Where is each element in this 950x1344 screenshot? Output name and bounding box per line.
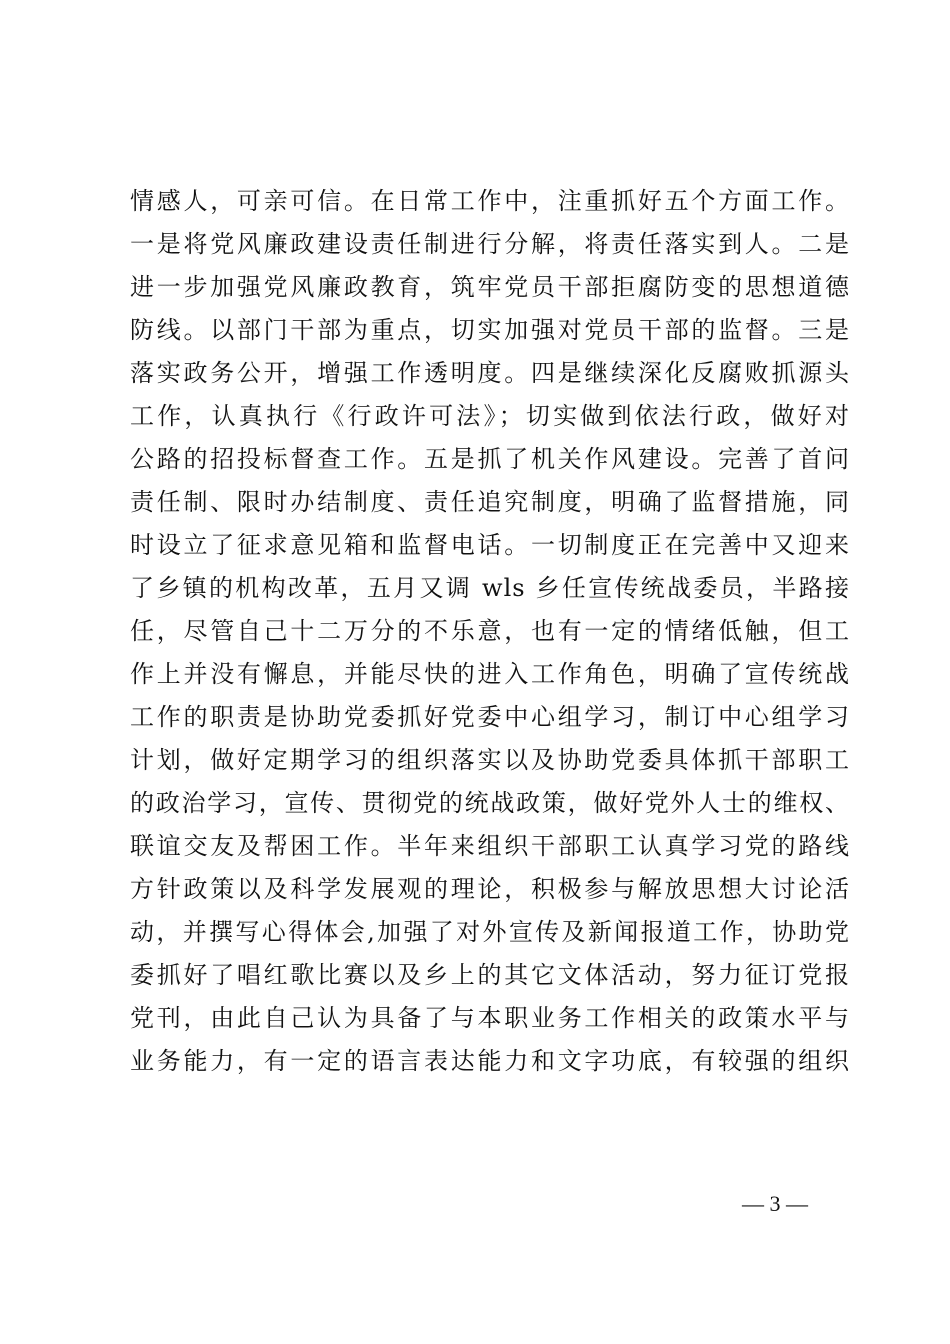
text-line: 方针政策以及科学发展观的理论，积极参与解放思想大讨论活 <box>130 875 850 903</box>
body-text <box>130 180 850 1083</box>
text-line: 进一步加强党风廉政教育，筑牢党员干部拒腐防变的思想道德 <box>130 273 850 301</box>
page-number: — 3 — <box>742 1191 808 1216</box>
text-line: 工作，认真执行《行政许可法》；切实做到依法行政，做好对 <box>130 402 850 430</box>
text-line: 联谊交友及帮困工作。半年来组织干部职工认真学习党的路线 <box>130 832 850 860</box>
text-line: 委抓好了唱红歌比赛以及乡上的其它文体活动，努力征订党报 <box>130 961 850 989</box>
text-line: 动，并撰写心得体会,加强了对外宣传及新闻报道工作，协助党 <box>130 918 850 946</box>
text-line: 公路的招投标督查工作。五是抓了机关作风建设。完善了首问 <box>130 445 850 473</box>
text-line: 时设立了征求意见箱和监督电话。一切制度正在完善中又迎来 <box>130 531 850 559</box>
text-line: 作上并没有懈息，并能尽快的进入工作角色，明确了宣传统战 <box>130 660 850 688</box>
text-line: 计划，做好定期学习的组织落实以及协助党委具体抓干部职工 <box>130 746 850 774</box>
text-line: 防线。以部门干部为重点，切实加强对党员干部的监督。三是 <box>130 316 850 344</box>
text-line: 党刊，由此自己认为具备了与本职业务工作相关的政策水平与 <box>130 1004 850 1032</box>
text-line: 一是将党风廉政建设责任制进行分解，将责任落实到人。二是 <box>130 230 850 258</box>
text-line: 任，尽管自己十二万分的不乐意，也有一定的情绪低触，但工 <box>130 617 850 645</box>
text-line: 业务能力，有一定的语言表达能力和文字功底，有较强的组织 <box>130 1047 850 1075</box>
text-line: 的政治学习，宣传、贯彻党的统战政策，做好党外人士的维权、 <box>130 789 850 817</box>
text-line: 情感人，可亲可信。在日常工作中，注重抓好五个方面工作。 <box>130 187 850 215</box>
text-line: 责任制、限时办结制度、责任追究制度，明确了监督措施，同 <box>130 488 850 516</box>
text-line: 了乡镇的机构改革，五月又调 wls 乡任宣传统战委员，半路接 <box>130 574 850 602</box>
text-line: 落实政务公开，增强工作透明度。四是继续深化反腐败抓源头 <box>130 359 850 387</box>
text-line: 工作的职责是协助党委抓好党委中心组学习，制订中心组学习 <box>130 703 850 731</box>
